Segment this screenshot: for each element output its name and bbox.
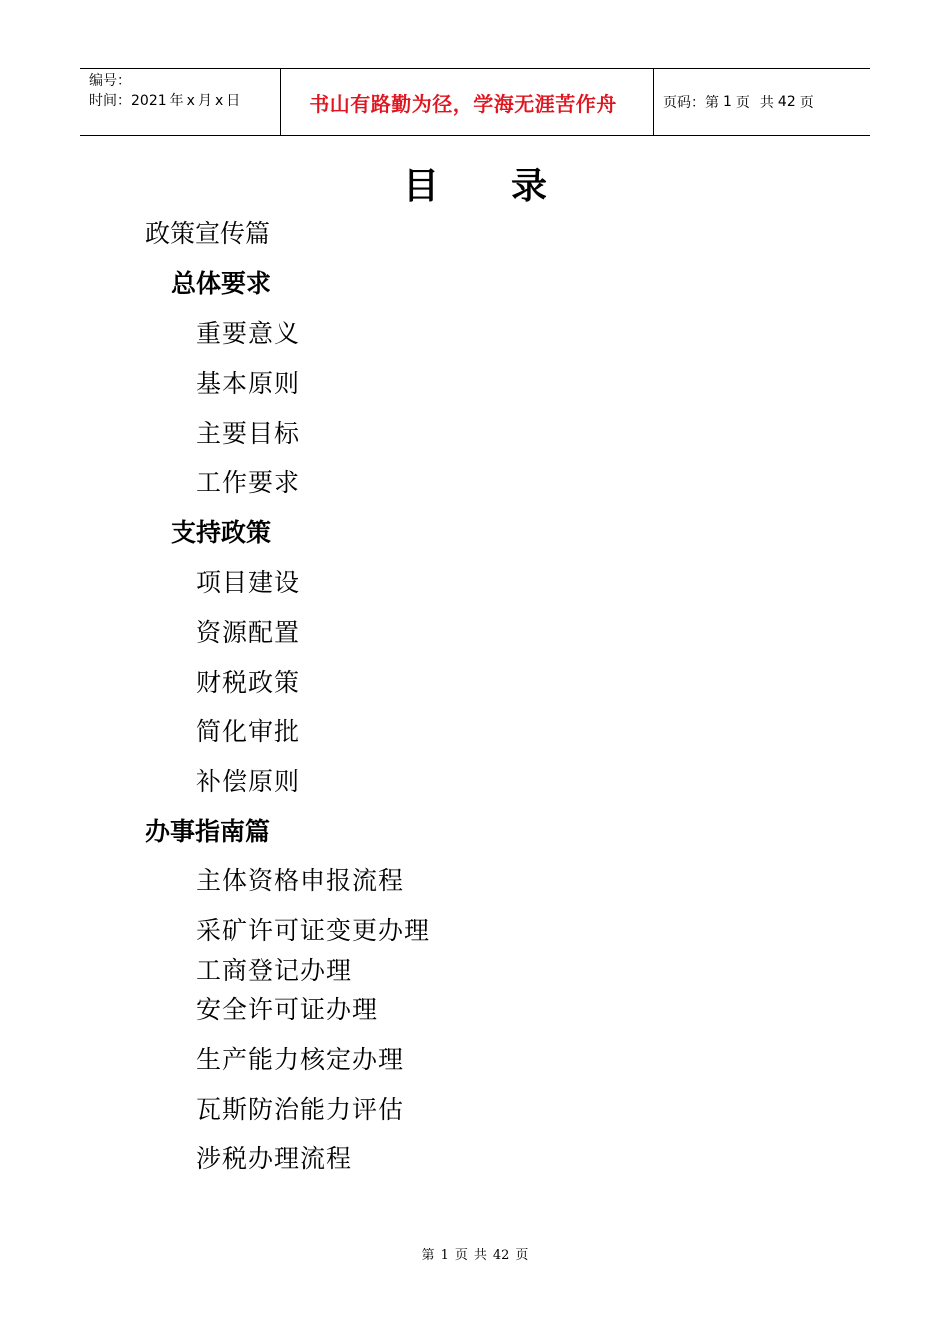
toc-item[interactable]: 生产能力核定办理 [196, 1045, 405, 1074]
page-unit: 页 [735, 95, 750, 111]
toc-item[interactable]: 重要意义 [196, 319, 301, 348]
footer-prefix: 第 [421, 1248, 435, 1263]
footer-total-label: 共 [473, 1248, 487, 1263]
footer-page-unit: 页 [454, 1248, 468, 1263]
toc-chapter-overall[interactable]: 总体要求 [171, 269, 272, 298]
toc-item[interactable]: 补偿原则 [196, 767, 301, 796]
time-year-unit: 年 [169, 93, 184, 109]
header-motto-cell [281, 69, 654, 135]
header-motto: 书山有路勤为径，学海无涯苦作舟 [309, 91, 617, 116]
toc-chapter-support[interactable]: 支持政策 [171, 518, 272, 547]
toc-title [0, 162, 950, 210]
page-header [80, 68, 870, 136]
time-year: 2021 [131, 93, 167, 109]
toc-title-right: 录 [511, 165, 548, 207]
toc-item[interactable]: 瓦斯防治能力评估 [196, 1095, 405, 1124]
toc-item[interactable]: 涉税办理流程 [196, 1144, 353, 1173]
toc-item[interactable]: 工作要求 [196, 468, 301, 497]
toc-item[interactable]: 基本原则 [196, 369, 301, 398]
toc-item[interactable]: 简化审批 [196, 717, 301, 746]
time-label: 时间： [89, 93, 131, 109]
document-number-label: 编号： [89, 73, 131, 89]
toc-item[interactable]: 资源配置 [196, 618, 301, 647]
toc-item[interactable]: 安全许可证办理 [196, 995, 379, 1024]
page-footer [0, 1247, 950, 1265]
toc-part-guide[interactable]: 办事指南篇 [145, 817, 271, 846]
footer-current: 1 [440, 1248, 449, 1263]
toc-item[interactable]: 主体资格申报流程 [196, 866, 405, 895]
toc-item[interactable]: 采矿许可证变更办理 [196, 916, 431, 945]
time-month: x [186, 93, 195, 109]
total-label: 共 [759, 95, 774, 111]
page-current: 1 [723, 94, 732, 110]
page-label: 页码：第 [663, 95, 719, 111]
page-total: 42 [777, 94, 796, 110]
toc-part-policy[interactable]: 政策宣传篇 [145, 219, 271, 248]
header-meta-cell [80, 69, 281, 135]
total-unit: 页 [799, 95, 814, 111]
footer-total: 42 [492, 1248, 510, 1263]
time-day: x [214, 93, 224, 109]
document-time [89, 91, 280, 111]
toc-item[interactable]: 主要目标 [196, 419, 301, 448]
footer-total-unit: 页 [515, 1248, 529, 1263]
toc-item[interactable]: 财税政策 [196, 668, 301, 697]
header-page-cell [654, 69, 870, 135]
toc-item[interactable]: 工商登记办理 [196, 956, 353, 985]
toc-item[interactable]: 项目建设 [196, 568, 301, 597]
time-day-unit: 日 [226, 93, 241, 109]
time-month-unit: 月 [197, 93, 212, 109]
toc-title-left: 目 [402, 165, 439, 207]
